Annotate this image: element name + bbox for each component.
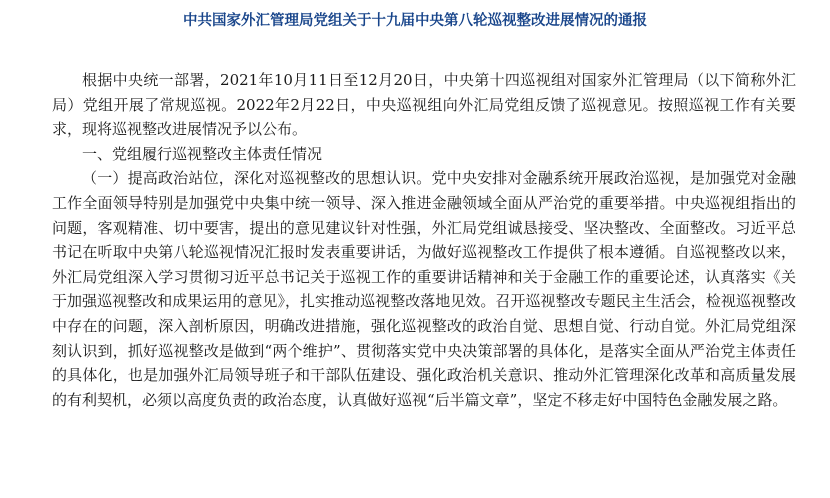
section-heading: 一、党组履行巡视整改主体责任情况 (82, 144, 323, 163)
document-body (52, 68, 796, 412)
intro-paragraph: 根据中央统一部署，2021年10月11日至12月20日，中央第十四巡视组对国家外汇管理局（以下简称外汇局）党组开展了常规巡视。2022年2月22日，中央巡视组向外汇局党组反馈了巡视意见。按照巡视工作有关要求，现将巡视整改进展情况予以公布。 (52, 71, 796, 139)
body-paragraph: （一）提高政治站位，深化对巡视整改的思想认识。党中央安排对金融系统开展政治巡视，是加强党对金融工作全面领导特别是加强党中央集中统一领导、深入推进金融领域全面从严治党的重要举措。中央巡视组指出的问题，客观精准、切中要害，提出的意见建议针对性强，外汇局党组诚恳接受、坚决整改、全面整改。习近平总书记在听取中央第八轮巡视情况汇报时发表重要讲话，为做好巡视整改工作提供了根本遵循。自巡视整改以来，外汇局党组深入学习贯彻习近平总书记关于巡视工作的重要讲话精神和关于金融工作的重要论述，认真落实《关于加强巡视整改和成果运用的意见》，扎实推动巡视整改落地见效。召开巡视整改专题民主生活会，检视巡视整改中存在的问题，深入剖析原因，明确改进措施，强化巡视整改的政治自觉、思想自觉、行动自觉。外汇局党组深刻认识到，抓好巡视整改是做到“两个维护”、贯彻落实党中央决策部署的具体化，是落实全面从严治党主体责任的具体化，也是加强外汇局领导班子和干部队伍建设、强化政治机关意识、推动外汇管理深化改革和高质量发展的有利契机，必须以高度负责的政治态度，认真做好巡视“后半篇文章”，坚定不移走好中国特色金融发展之路。 (52, 169, 796, 409)
document-title: 中共国家外汇管理局党组关于十九届中央第八轮巡视整改进展情况的通报 (183, 13, 647, 29)
